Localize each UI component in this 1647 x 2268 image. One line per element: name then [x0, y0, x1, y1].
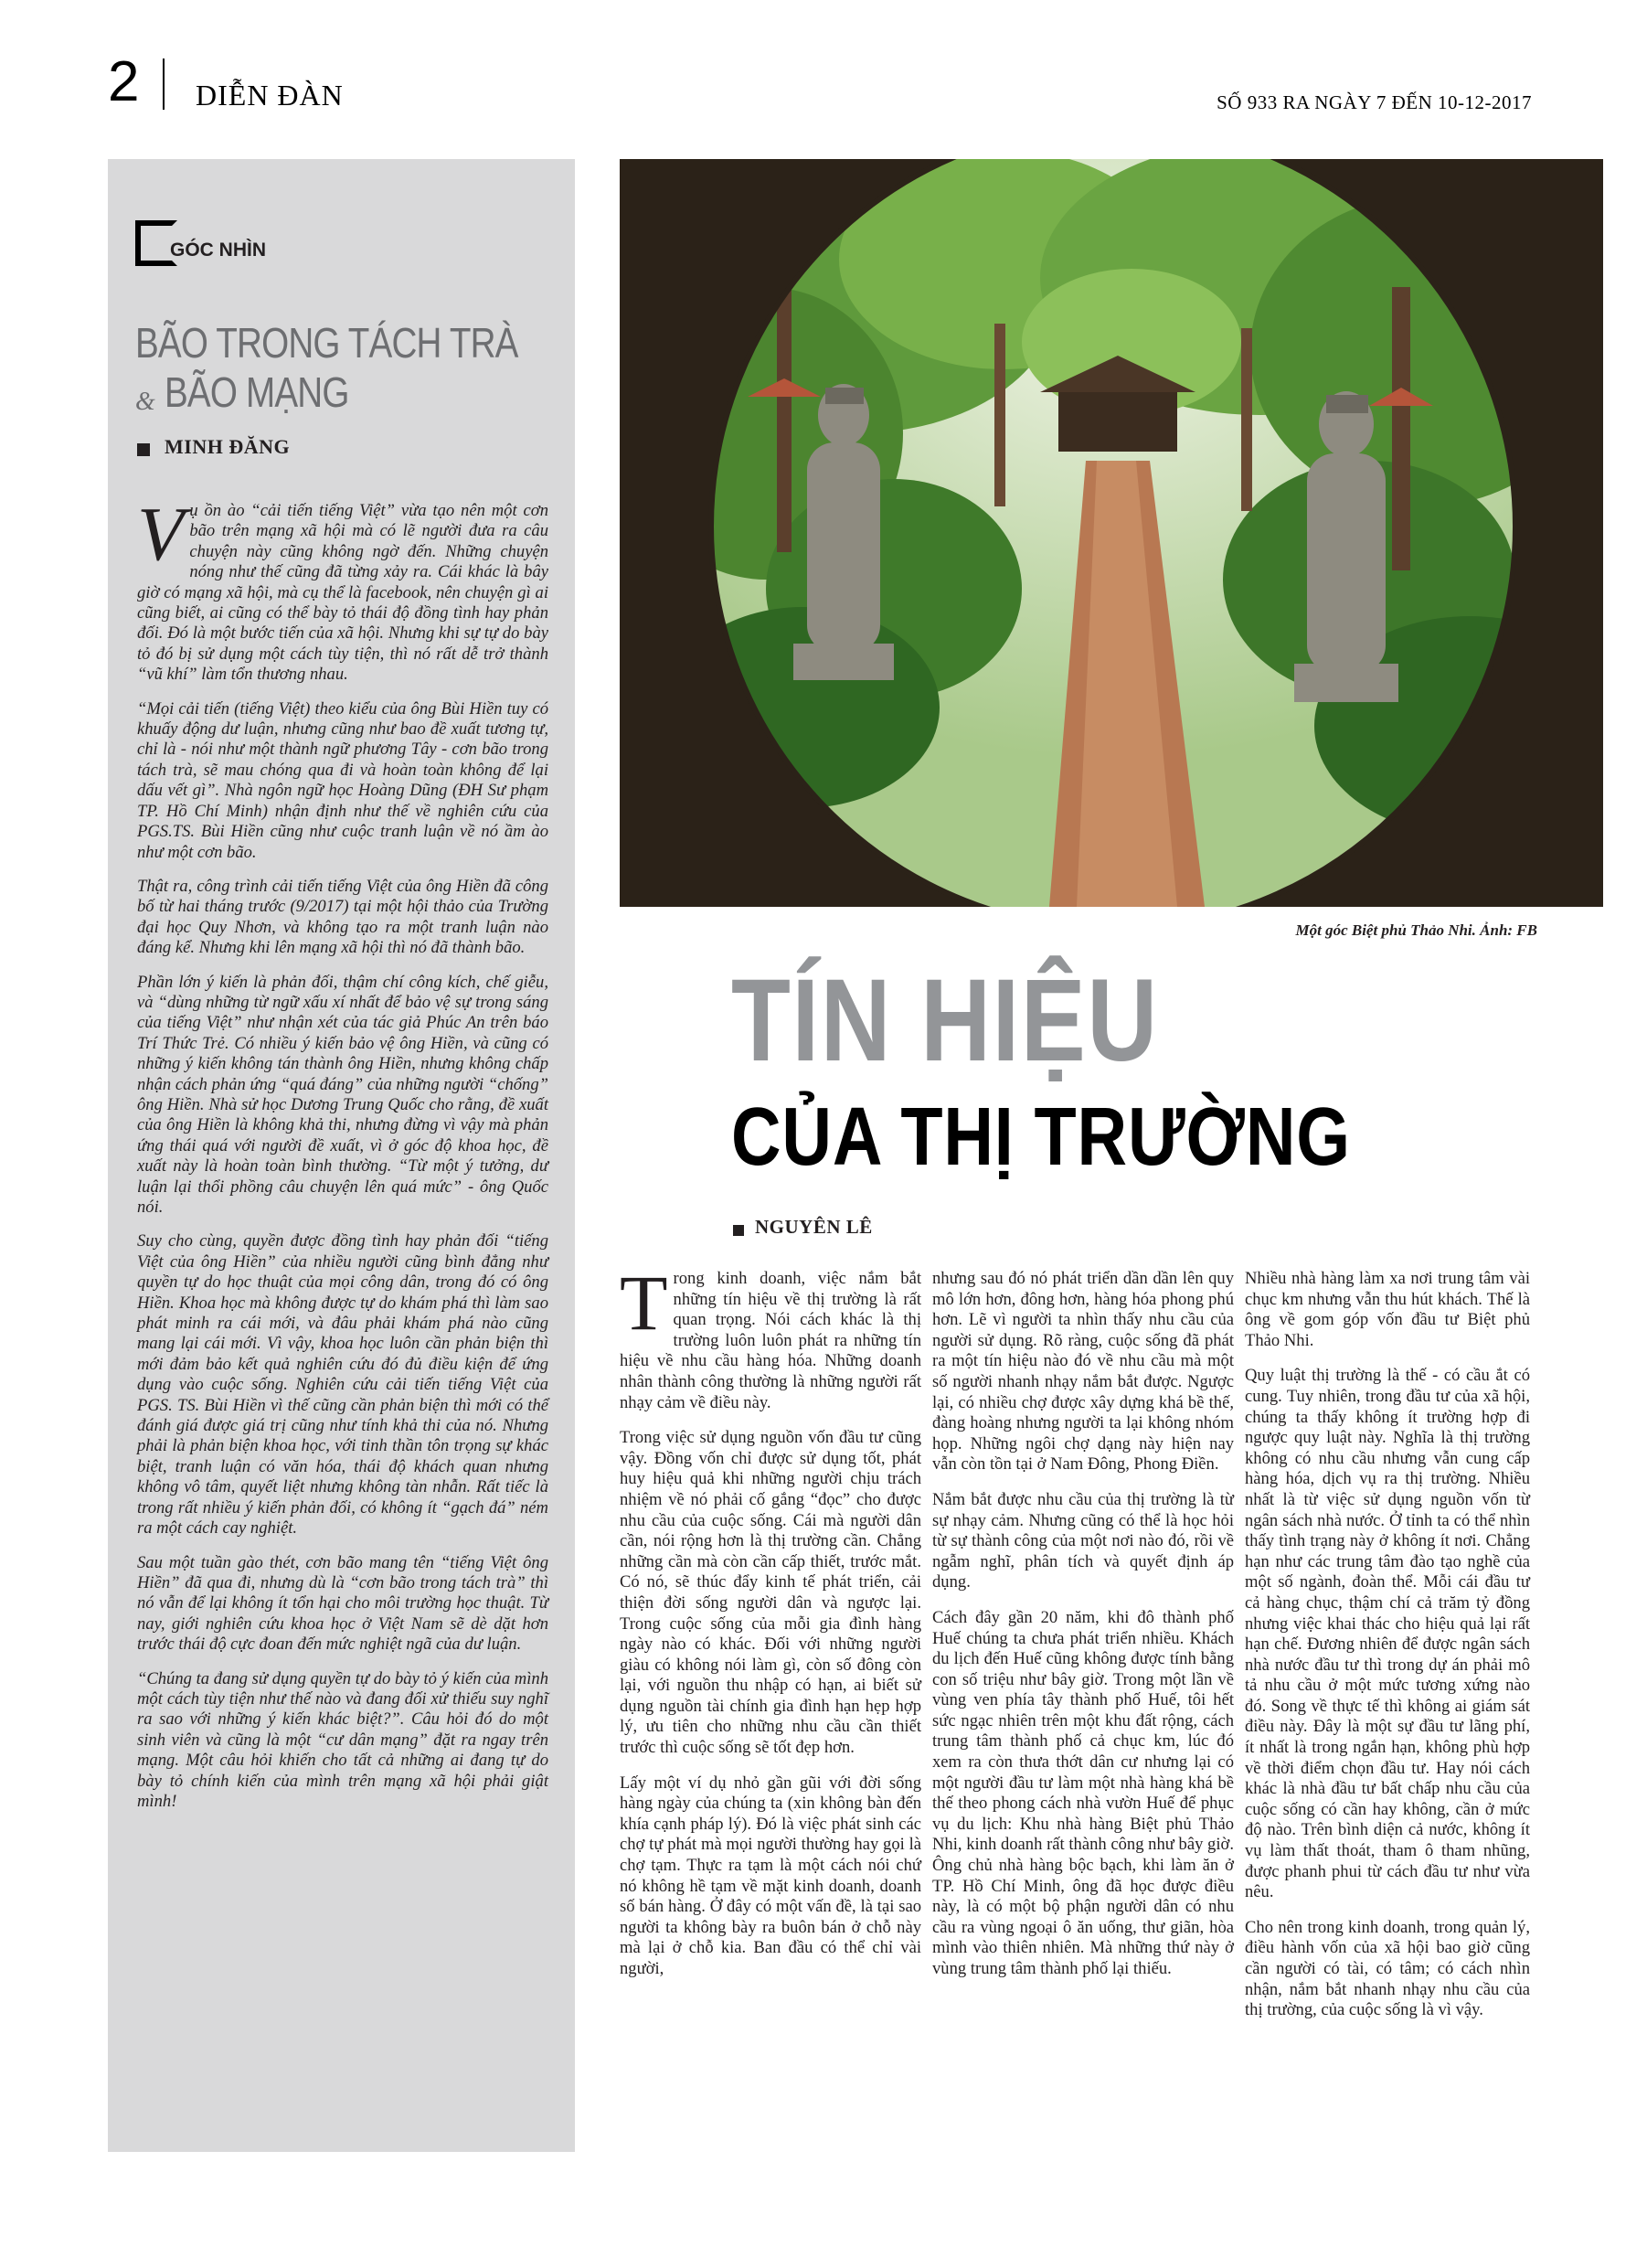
article-column-1	[620, 1259, 921, 1995]
sidebar-paragraph: Sau một tuần gào thét, cơn bão mang tên “tiếng Việt ông Hiền” đã qua đi, nhưng dù là “cơn bão trong tách trà” thì nó vẫn để lại không ít tổn hại cho môi trường học thuật. Từ nay, giới nghiên cứu khoa học ở Việt Nam sẽ dè dặt hơn trước thái độ cực đoan đến mức nghiệt ngã của dư luận.	[137, 1552, 548, 1655]
section-title: DIỄN ĐÀN	[196, 79, 344, 112]
article-paragraph: nhưng sau đó nó phát triển dần dần lên quy mô lớn hơn, đông hơn, hàng hóa phong phú hơn. Lẽ vì người ta nhìn thấy nhu cầu của người sử dụng. Rõ ràng, cuộc sống đã phát ra một tín hiệu nào đó về nhu cầu mà một số người nhanh nhạy nắm bắt được. Ngược lại, có nhiều chợ được xây dựng khá bề thế, đàng hoàng nhưng người ta lại không nhóm họp. Những ngôi chợ dạng này hiện nay vẫn còn tồn tại ở Nam Đông, Phong Điền.	[932, 1269, 1234, 1475]
article-paragraph: Nắm bắt được nhu cầu của thị trường là từ sự nhạy cảm. Nhưng cũng có thể là học hỏi từ sự thành công của một nơi nào đó, rồi về ngẫm nghĩ, phân tích và quyết định áp dụng.	[932, 1489, 1234, 1592]
sidebar-paragraph: “Mọi cải tiến (tiếng Việt) theo kiểu của ông Bùi Hiền tuy có khuấy động dư luận, nhưng cũng như bao đề xuất tương tự, chỉ là - nói như một thành ngữ phương Tây - cơn bão trong tách trà, sẽ mau chóng qua đi và hoàn toàn không để lại dấu vết gì”. Nhà ngôn ngữ học Hoàng Dũng (ĐH Sư phạm TP. Hồ Chí Minh) nhận định như thế về nghiên cứu của PGS.TS. Bùi Hiền cũng như cuộc tranh luận về nó ầm ào như một cơn bão.	[137, 698, 548, 862]
sidebar-dropcap: V	[137, 492, 185, 577]
article-photo	[620, 159, 1603, 907]
article-paragraph: Quy luật thị trường là thế - có cầu ắt có cung. Tuy nhiên, trong đầu tư của xã hội, chúng ta thấy không ít trường hợp đi ngược quy luật này. Nghĩa là thị trường không có nhu cầu nhưng vẫn cung cấp hàng hóa, dịch vụ ra thị trường. Nhiều nhất là từ việc sử dụng nguồn vốn từ ngân sách nhà nước. Ở tỉnh ta có thể nhìn thấy tình trạng này ở không ít nơi. Chẳng hạn như các trung tâm đào tạo nghề của một số ngành, đoàn thể. Mỗi cái đầu tư cả hàng chục, thậm chí cả trăm tỷ đồng nhưng việc khai thác cho hiệu quả lại rất hạn chế. Đương nhiên để được ngân sách nhà nước đầu tư thì trong dự án phải mô tả nhu cầu ở một mức tương xứng nào đó. Song về thực tế thì không ai giám sát điều này. Đây là một sự đầu tư lãng phí, ít nhất là trong ngắn hạn, không phù hợp về thời điểm chọn đầu tư. Hay nói cách khác là nhà đầu tư bất chấp nhu cầu của cuộc sống có cần hay không, cần ở mức độ nào. Trên bình diện cả nước, không ít vụ làm thất thoát, tham ô tham nhũng, được phanh phui từ cách đầu tư như vừa nêu.	[1245, 1366, 1530, 1902]
article-headline-line1: TÍN HIỆU	[731, 955, 1159, 1086]
garden-photo-illustration	[620, 159, 1603, 907]
sidebar-paragraph: “Chúng ta đang sử dụng quyền tự do bày tỏ ý kiến của mình một cách tùy tiện như thế nào và đang đối xử thiếu suy nghĩ ra sao với những ý kiến khác biệt?”. Câu hỏi đó do một sinh viên và cũng là một “cư dân mạng” đặt ra ngay trên mạng. Một câu hỏi khiến cho tất cả những ai đang tự do bày tỏ chính kiến của mình trên mạng xã hội phải giật mình!	[137, 1668, 548, 1811]
article-headline-line2: CỦA THỊ TRƯỜNG	[731, 1091, 1351, 1183]
sidebar-body	[137, 492, 548, 1826]
sidebar-title-line2: BÃO MẠNG	[165, 368, 349, 416]
photo-caption: Một góc Biệt phủ Thảo Nhi. Ảnh: FB	[1295, 921, 1537, 939]
page-number: 2	[108, 50, 140, 113]
article-paragraph: Cách đây gần 20 năm, khi đô thành phố Huế chúng ta chưa phát triển nhiều. Khách du lịch đến Huế cũng không được tính bằng con số triệu như bây giờ. Trong một lần về vùng ven phía tây thành phố Huế, tôi hết sức ngạc nhiên trên một khu đất rộng, cách trung tâm thành phố cả chục km, lúc đó xem ra còn thưa thớt dân cư nhưng lại có một người đầu tư làm một nhà hàng khá bề thế theo phong cách nhà vườn Huế để phục vụ du lịch: Khu nhà hàng Biệt phủ Thảo Nhi, kinh doanh rất thành công như bây giờ. Ông chủ nhà hàng bộc bạch, khi làm ăn ở TP. Hồ Chí Minh, ông đã học được điều này, là có một bộ phận người dân có nhu cầu ra vùng ngoại ô ăn uống, thư giãn, hòa mình vào thiên nhiên. Mà những thứ này ở vùng trung tâm thành phố lại thiếu.	[932, 1607, 1234, 1978]
sidebar-paragraph: Phần lớn ý kiến là phản đối, thậm chí công kích, chế giễu, và “dùng những từ ngữ xấu xí nhất để bảo vệ sự trong sáng của tiếng Việt” như nhận xét của tác giả Phúc An trên báo Trí Thức Trẻ. Có nhiều ý kiến bảo vệ ông Hiền, và cũng có những ý kiến không tán thành ông Hiền, nhưng không chấp nhận cách phản ứng “quá đáng” của những người “chống” ông Hiền. Nhà sử học Dương Trung Quốc cho rằng, đề xuất của ông Hiền là không khả thi, nhưng đừng vì vậy mà phản ứng thái quá với người đề xuất, vì ở góc độ khoa học, đề xuất này là hoàn toàn bình thường. “Từ một ý tưởng, dư luận lại thổi phồng câu chuyện lên quá mức” - ông Quốc nói.	[137, 972, 548, 1217]
article-paragraph-text: rong kinh doanh, việc nắm bắt những tín hiệu về thị trường là rất quan trọng. Nói cách khác là thị trường luôn luôn phát ra những tín hiệu về nhu cầu hàng hóa. Những doanh nhân thành công thường là những người rất nhạy cảm về điều này.	[620, 1269, 921, 1412]
issue-info: SỐ 933 RA NGÀY 7 ĐẾN 10-12-2017	[1217, 91, 1532, 113]
sidebar-title-ampersand: &	[135, 388, 155, 416]
article-paragraph: Trong việc sử dụng nguồn vốn đầu tư cũng vậy. Đồng vốn chỉ được sử dụng tốt, phát huy hiệu quả khi những người chịu trách nhiệm về nó phải cố gắng “đọc” cho được nhu cầu của cuộc sống. Cái mà người dân cần, nói rộng hơn là thị trường cần. Chẳng những cần mà còn cần cấp thiết, trước mắt. Có nó, sẽ thúc đẩy kinh tế phát triển, cải thiện đời sống người dân và ngược lại. Trong cuộc sống của mỗi gia đình hàng ngày nào có khác. Đối với những người giàu có không nói làm gì, còn số đông còn lại, với nguồn thu nhập có hạn, ai biết sử dụng nguồn tài chính gia đình hạn hẹp hợp lý, ưu tiên cho những nhu cầu cần thiết trước thì cuộc sống sẽ tốt đẹp hơn.	[620, 1428, 921, 1758]
sidebar-paragraph-text: ụ ồn ào “cải tiến tiếng Việt” vừa tạo nên một cơn bão trên mạng xã hội mà có lẽ người đưa ra câu chuyện này cũng không ngờ đến. Những chuyện nóng như thế cũng đã từng xảy ra. Cái khác là bây giờ có mạng xã hội, mà cụ thể là facebook, nên chuyện gì ai cũng biết, ai cũng có thể bày tỏ thái độ đồng tình hay phản đối. Đó là một bước tiến của xã hội. Nhưng khi sự tự do bày tỏ đó bị sử dụng một cách tùy tiện, thì nó rất dễ trở thành “vũ khí” làm tổn thương nhau.	[137, 501, 548, 685]
sidebar-author: MINH ĐĂNG	[165, 435, 291, 458]
sidebar-paragraph	[137, 492, 548, 686]
article-column-3	[1245, 1269, 1530, 2036]
header-divider	[163, 59, 165, 110]
author-marker-icon	[137, 443, 150, 456]
article-author: NGUYÊN LÊ	[755, 1216, 873, 1238]
article-paragraph: Nhiều nhà hàng làm xa nơi trung tâm vài chục km nhưng vẫn thu hút khách. Thế là ông về gom góp vốn đầu tư Biệt phủ Thảo Nhi.	[1245, 1269, 1530, 1350]
author-marker-icon	[733, 1225, 744, 1236]
article-paragraph: Cho nên trong kinh doanh, trong quản lý, điều hành vốn của xã hội bao giờ cũng cần người có tài, có tâm; có cách nhìn nhận, nắm bắt nhanh nhạy nhu cầu của thị trường, của cuộc sống là vì vậy.	[1245, 1917, 1530, 2020]
article-dropcap: T	[620, 1259, 668, 1347]
article-paragraph: Lấy một ví dụ nhỏ gần gũi với đời sống hàng ngày của chúng ta (xin không bàn đến khía cạnh pháp lý). Đó là việc phát sinh các chợ tự phát mà mọi người thường hay gọi là chợ tạm. Thực ra tạm là một cách nói chứ nó không hề tạm về mặt kinh doanh, doanh số bán hàng. Ở đây có một vấn đề, là tại sao người ta không bày ra buôn bán ở chỗ này mà lại ở chỗ kia. Ban đầu có thể chỉ vài người,	[620, 1773, 921, 1978]
sidebar-paragraph: Suy cho cùng, quyền được đồng tình hay phản đối “tiếng Việt của ông Hiền” của nhiều người cũng bình đẳng như quyền tự do học thuật của mọi công dân, trong đó có ông Hiền. Khoa học mà không được tự do khám phá thì làm sao phát minh ra cái mới, và đâu phải khám phá nào cũng mang lại cái mới. Vì vậy, khoa học luôn cần phản biện thì mới đảm bảo kết quả nghiên cứu đó đủ điều kiện để ứng dụng vào cuộc sống. Nghiên cứu cải tiến tiếng Việt của PGS. TS. Bùi Hiền vì thế cũng cần phản biện thì mới có thể đánh giá được giá trị cũng như tính khả thi của nó. Nhưng phải là phản biện khoa học, với tinh thần tôn trọng sự khác biệt, tranh luận có văn hóa, thái độ khách quan nhưng không vô tâm, quyết liệt nhưng không tàn nhẫn. Rất tiếc là trong rất nhiều ý kiến phản đối, có không ít “gạch đá” ném ra một cách cay nghiệt.	[137, 1231, 548, 1539]
column-label: GÓC NHÌN	[170, 240, 266, 261]
article-column-2	[932, 1269, 1234, 1995]
sidebar-paragraph: Thật ra, công trình cải tiến tiếng Việt của ông Hiền đã công bố từ hai tháng trước (9/2017) tại một hội thảo của Trường đại học Quy Nhơn, và không tạo ra một tranh luận nào đáng kể. Nhưng khi lên mạng xã hội thì nó đã thành bão.	[137, 876, 548, 958]
sidebar-title-line1: BÃO TRONG TÁCH TRÀ	[135, 319, 518, 367]
article-paragraph	[620, 1259, 921, 1413]
